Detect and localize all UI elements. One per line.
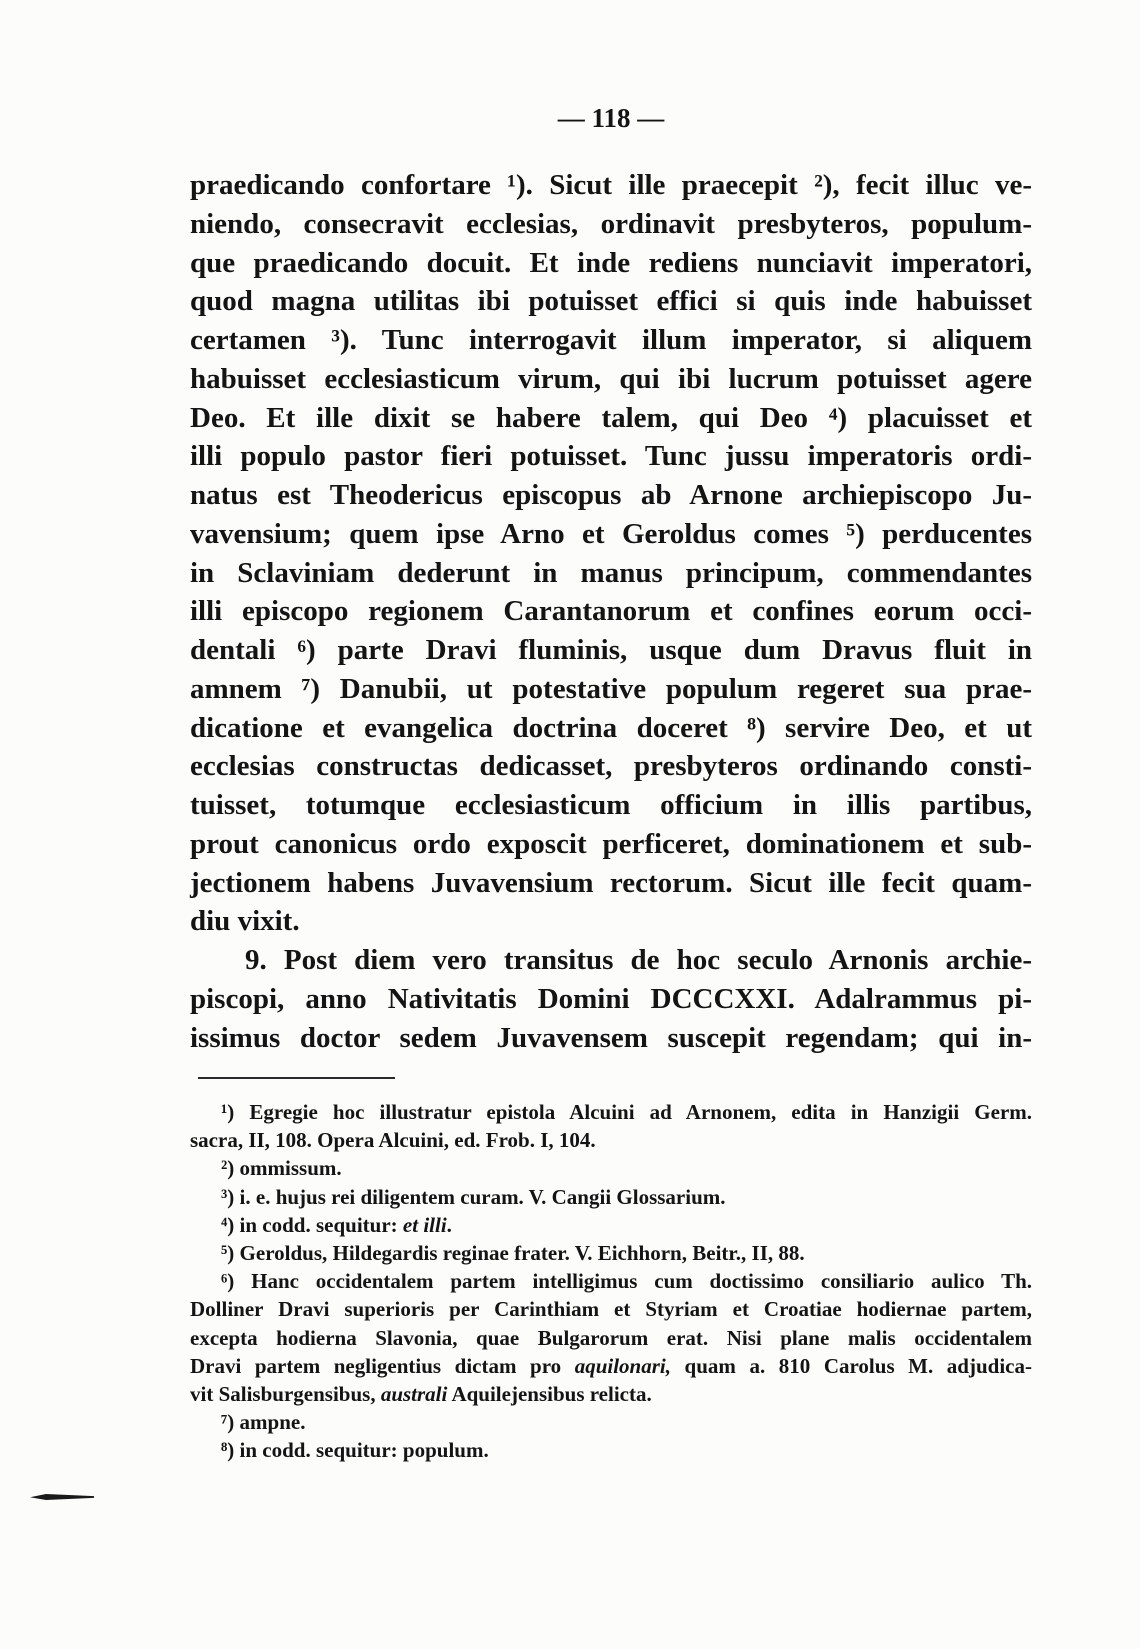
footnote-marker: ⁸)	[221, 1438, 235, 1463]
footnote-line	[190, 1154, 1032, 1182]
footnote-text: Hanc occidentalem partem intelligimus cum doctissimo consiliario aulico Th.	[251, 1269, 1033, 1294]
body-line: amnem ⁷) Danubii, ut potestative populum regeret sua prae-	[190, 672, 1032, 705]
footnote-line	[190, 1380, 1032, 1408]
footnote-text: i. e. hujus rei diligentem curam. V. Cangii Glossarium.	[239, 1184, 726, 1209]
body-text	[190, 166, 1032, 1057]
footnote-marker: ⁶)	[221, 1269, 235, 1294]
footnote-line	[190, 1098, 1032, 1126]
footnote-text: Dravi partem negligentius dictam pro	[190, 1353, 575, 1378]
page-number: — 118 —	[557, 103, 665, 133]
footnote-text: in codd. sequitur: populum.	[239, 1438, 489, 1463]
body-line: que praedicando docuit. Et inde rediens nunciavit imperatori,	[190, 246, 1032, 279]
footnote-line	[190, 1211, 1032, 1239]
footnote-marker: ⁷)	[221, 1410, 235, 1435]
body-line: illi episcopo regionem Carantanorum et confines eorum occi-	[190, 595, 1032, 628]
footnote-line	[190, 1352, 1032, 1380]
footnote-line	[190, 1239, 1032, 1267]
footnote-line	[190, 1408, 1032, 1436]
body-line: jectionem habens Juvavensium rectorum. Sicut ille fecit quam-	[190, 866, 1032, 899]
footnote-line: sacra, II, 108. Opera Alcuini, ed. Frob. I, 104.	[190, 1128, 596, 1153]
body-line: quod magna utilitas ibi potuisset effici si quis inde habuisset	[190, 285, 1032, 318]
footnote-marker: ¹)	[221, 1100, 235, 1124]
footnote-text: Egregie hoc illustratur epistola Alcuini ad Arnonem, edita in Hanzigii Germ.	[249, 1100, 1033, 1124]
footnote-text: Geroldus, Hildegardis reginae frater. V. Eichhorn, Beitr., II, 88.	[239, 1240, 805, 1265]
body-line: natus est Theodericus episcopus ab Arnone archiepiscopo Ju-	[190, 479, 1032, 511]
body-line: Deo. Et ille dixit se habere talem, qui Deo ⁴) placuisset et	[190, 401, 1032, 434]
footnote-line: Dolliner Dravi superioris per Carinthiam et Styriam et Croatiae hodiernae partem,	[190, 1297, 1032, 1322]
footnote-marker: ⁴)	[221, 1212, 235, 1237]
footnote-rule	[198, 1077, 395, 1079]
footnote	[190, 1436, 1032, 1464]
body-line: dentali ⁶) parte Dravi fluminis, usque dum Dravus fluit in	[190, 634, 1032, 666]
body-line: ecclesias constructas dedicasset, presbyteros ordinando consti-	[190, 750, 1032, 783]
body-line: issimus doctor sedem Juvavensem suscepit regendam; qui in-	[190, 1021, 1032, 1054]
footnote	[190, 1098, 1032, 1154]
footnote	[190, 1408, 1032, 1436]
footnote	[190, 1211, 1032, 1239]
body-line: niendo, consecravit ecclesias, ordinavit presbyteros, populum-	[190, 207, 1032, 240]
footnote-italic: et illi	[402, 1212, 447, 1237]
footnote-italic: aquilonari,	[574, 1353, 671, 1378]
footnote-text: .	[446, 1212, 452, 1237]
footnotes	[190, 1098, 1032, 1464]
paragraph	[190, 941, 1032, 1057]
body-line: tuisset, totumque ecclesiasticum officium in illis partibus,	[190, 789, 1032, 821]
body-line: dicatione et evangelica doctrina doceret ⁸) servire Deo, et ut	[190, 711, 1032, 744]
footnote	[190, 1154, 1032, 1182]
body-line: illi populo pastor fieri potuisset. Tunc jussu imperatoris ordi-	[190, 440, 1032, 473]
footnote-text: Aquilejensibus relicta.	[447, 1381, 652, 1406]
body-line: praedicando confortare ¹). Sicut ille praecepit ²), fecit illuc ve-	[190, 169, 1032, 201]
footnote-marker: ³)	[221, 1184, 235, 1209]
body-line: prout canonicus ordo exposcit perficeret, dominationem et sub-	[190, 827, 1032, 860]
footnote-text: in codd. sequitur:	[239, 1212, 403, 1237]
footnote-line	[190, 1183, 1032, 1211]
body-line: piscopi, anno Nativitatis Domini DCCCXXI. Adalrammus pi-	[190, 982, 1032, 1015]
footnote	[190, 1183, 1032, 1211]
footnote-text: quam a. 810 Carolus M. adjudica-	[671, 1353, 1032, 1378]
body-line: 9. Post diem vero transitus de hoc seculo Arnonis archie-	[245, 944, 1032, 976]
footnote	[190, 1239, 1032, 1267]
footnote-marker: ²)	[221, 1156, 235, 1181]
footnote-line	[190, 1436, 1032, 1464]
footnote-text: ommissum.	[239, 1156, 342, 1181]
body-line: vavensium; quem ipse Arno et Geroldus comes ⁵) perducentes	[190, 517, 1032, 550]
footnote-marker: ⁵)	[221, 1240, 235, 1265]
paragraph	[190, 166, 1032, 941]
footnote-text: ampne.	[239, 1410, 306, 1435]
footnote-italic: australi	[380, 1381, 448, 1406]
footnote	[190, 1267, 1032, 1408]
body-line: diu vixit.	[190, 905, 300, 938]
body-line: certamen ³). Tunc interrogavit illum imperator, si aliquem	[190, 324, 1032, 356]
scan-mark	[30, 1494, 94, 1500]
body-line: habuisset ecclesiasticum virum, qui ibi lucrum potuisset agere	[190, 362, 1032, 395]
footnote-line	[190, 1267, 1032, 1295]
body-line: in Sclaviniam dederunt in manus principum, commendantes	[190, 556, 1032, 589]
footnote-text: vit Salisburgensibus,	[190, 1381, 381, 1406]
footnote-line: excepta hodierna Slavonia, quae Bulgarorum erat. Nisi plane malis occidentalem	[190, 1325, 1032, 1350]
